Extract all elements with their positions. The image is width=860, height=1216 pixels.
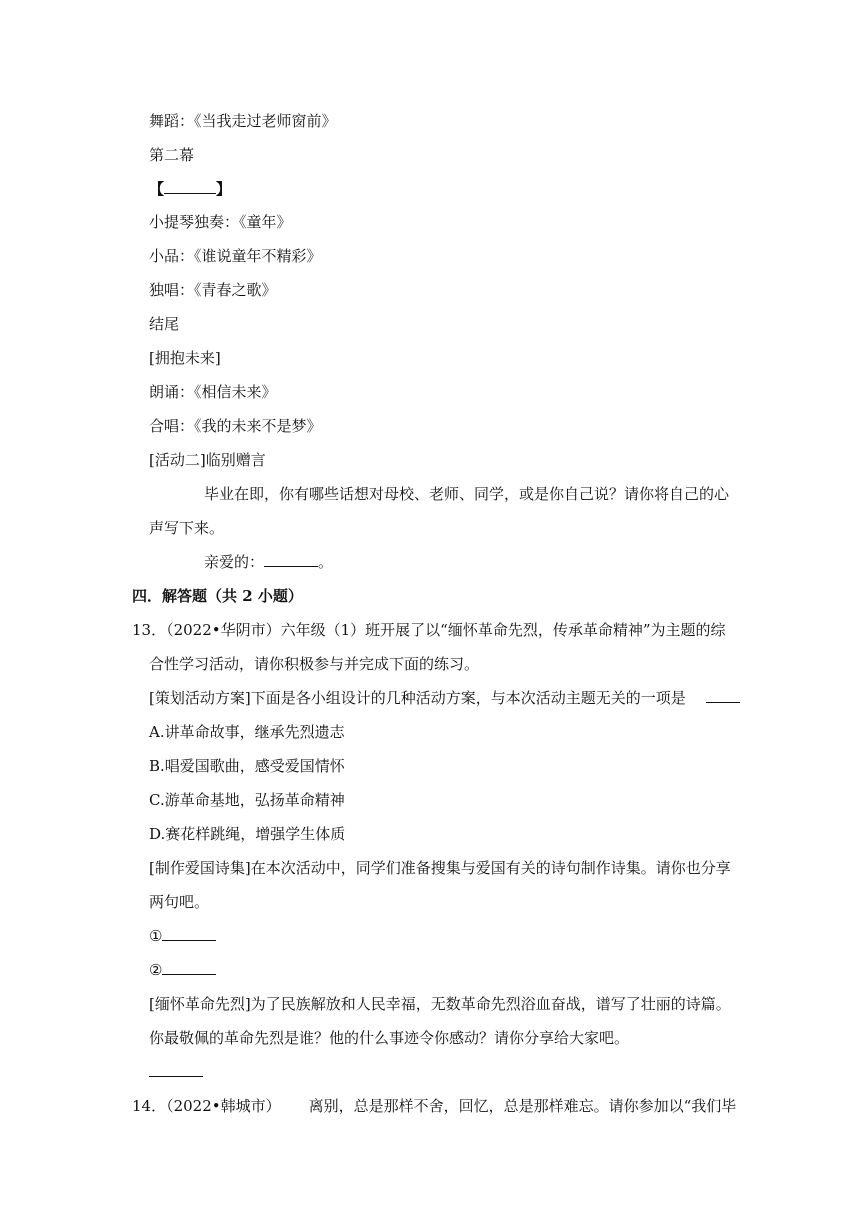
graduation-prompt-line2: 声写下来。 (149, 519, 225, 537)
program-solo: 独唱：《青春之歌》 (149, 281, 277, 299)
q13-stem: 六年级（1）班开展了以“缅怀革命先烈，传承革命精神”为主题的综 (280, 621, 726, 639)
q14-source: （2022•韩城市） (166, 1097, 281, 1115)
q13-poem-prompt-line1: [制作爱国诗集]在本次活动中，同学们准备搜集与爱国有关的诗句制作诗集。请你也分享 (149, 859, 731, 877)
act-two-heading: 第二幕 (149, 146, 195, 164)
dear-line (204, 552, 333, 572)
q13-hero-answer-line (149, 1062, 203, 1082)
q13-plan-prompt (149, 688, 740, 708)
program-violin: 小提琴独奏：《童年》 (149, 213, 292, 231)
ending-title: [拥抱未来] (149, 349, 221, 367)
q13-option-b: B.唱爱国歌曲，感受爱国情怀 (149, 757, 345, 775)
q13-source: （2022•华阴市） (166, 621, 281, 639)
graduation-prompt-line1: 毕业在即，你有哪些话想对母校、老师、同学，或是你自己说？请你将自己的心 (204, 485, 730, 503)
circled-one-label: ① (149, 927, 163, 945)
program-dance: 舞蹈：《当我走过老师窗前》 (149, 112, 337, 130)
bracket-open: 【 (149, 180, 165, 198)
poem-blank-2[interactable] (162, 960, 216, 975)
program-recite: 朗诵：《相信未来》 (149, 383, 277, 401)
q13-option-d: D.赛花样跳绳，增强学生体质 (149, 825, 346, 843)
dear-blank[interactable] (264, 552, 318, 567)
program-skit: 小品：《谁说童年不精彩》 (149, 247, 322, 265)
q13-option-c: C.游革命基地，弘扬革命精神 (149, 791, 345, 809)
bracket-close: 】 (216, 180, 232, 198)
hero-answer-blank[interactable] (149, 1062, 203, 1077)
section-four-title: 四．解答题（共 2 小题） (132, 587, 303, 605)
poem-blank-1[interactable] (162, 926, 216, 941)
dear-suffix: 。 (318, 553, 334, 571)
q13-hero-prompt-line1: [缅怀革命先烈]为了民族解放和人民幸福，无数革命先烈浴血奋战，谱写了壮丽的诗篇。 (149, 995, 731, 1013)
q13-poem-prompt-line2: 两句吧。 (149, 893, 210, 911)
q14-number: 14． (132, 1097, 167, 1115)
program-chorus: 合唱：《我的未来不是梦》 (149, 417, 322, 435)
q13-stem-line2: 合性学习活动，请你积极参与并完成下面的练习。 (149, 655, 480, 673)
activity-two-heading: [活动二]临别赠言 (149, 451, 266, 469)
title-blank[interactable] (164, 179, 216, 194)
q13-option-a: A.讲革命故事，继承先烈遗志 (149, 723, 345, 741)
q13-plan-text: [策划活动方案]下面是各小组设计的几种活动方案，与本次活动主题无关的一项是 (149, 689, 686, 707)
q13-number: 13． (132, 621, 167, 639)
q13-poem-blank-1 (149, 926, 216, 946)
ending-heading: 结尾 (149, 315, 180, 333)
q14-text: 离别，总是那样不舍，回忆，总是那样难忘。请你参加以“我们毕 (308, 1097, 737, 1115)
q13-stem-line1 (132, 620, 726, 640)
q13-plan-blank[interactable] (706, 688, 740, 703)
q14-stem-line1 (132, 1096, 736, 1116)
q13-hero-prompt-line2: 你最敬佩的革命先烈是谁？他的什么事迹令你感动？请你分享给大家吧。 (149, 1029, 630, 1047)
q13-poem-blank-2 (149, 960, 216, 980)
circled-two-label: ② (149, 961, 163, 979)
act-two-title-blank (149, 179, 231, 199)
dear-prefix: 亲爱的： (204, 553, 265, 571)
